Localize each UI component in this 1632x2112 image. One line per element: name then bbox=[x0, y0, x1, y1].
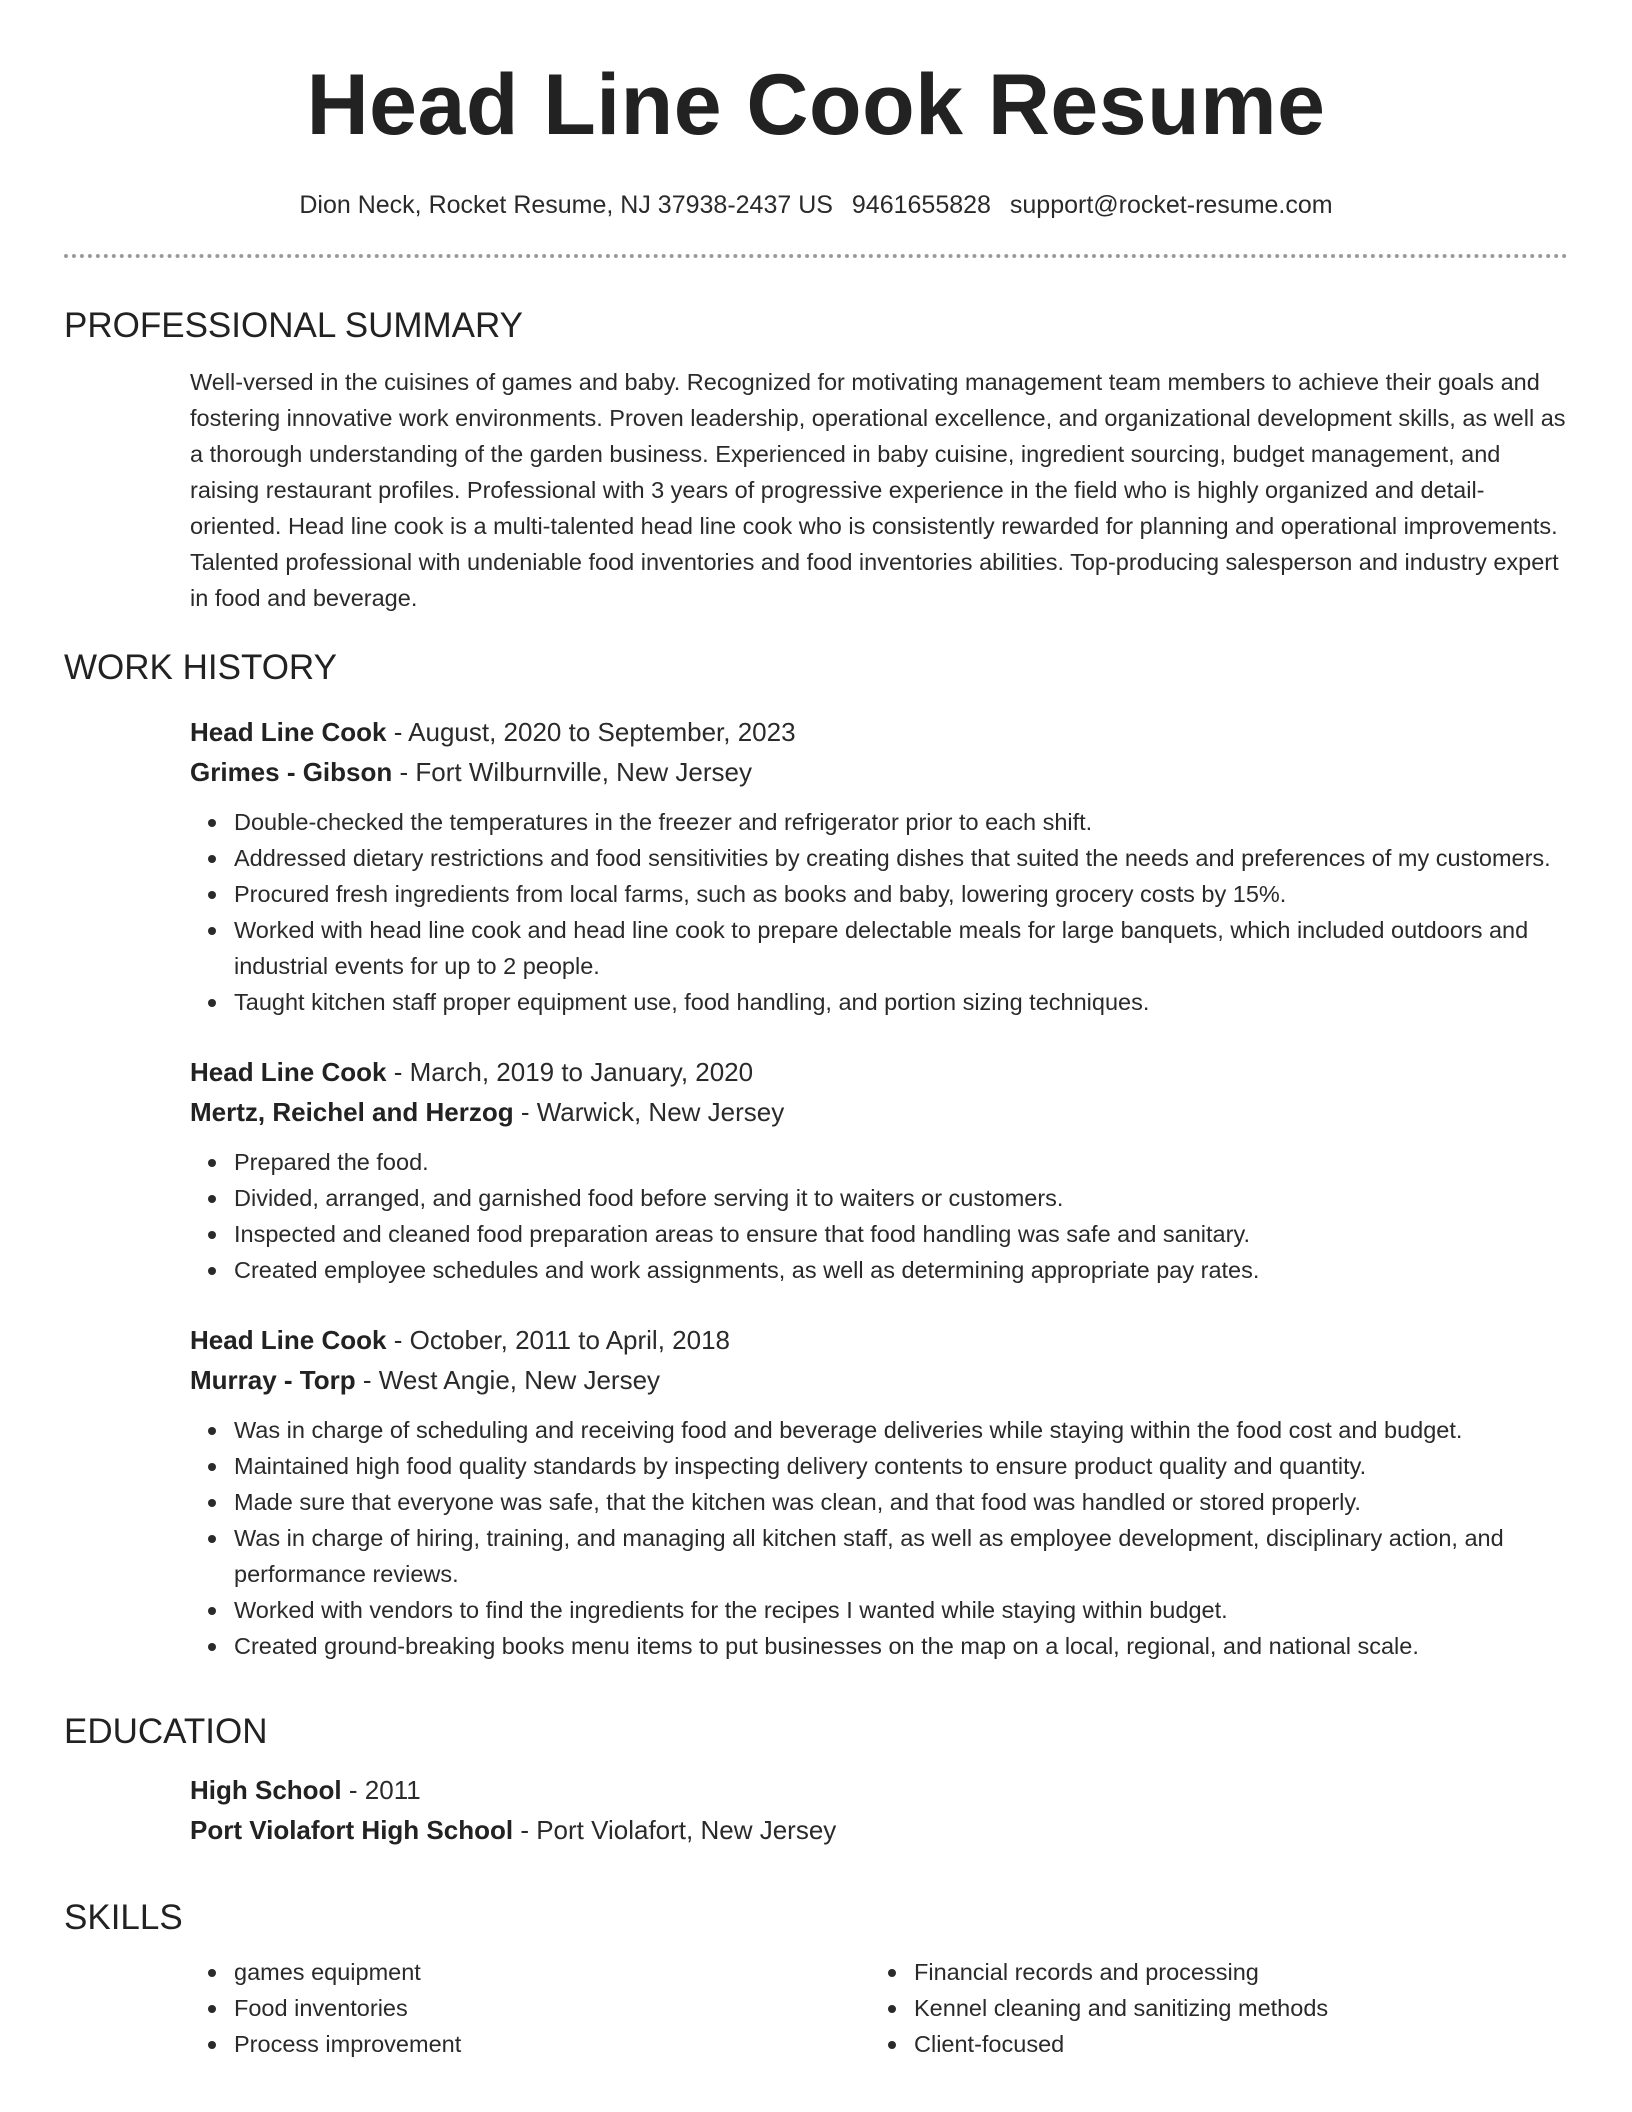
job-bullets bbox=[190, 1144, 1568, 1288]
job-company: Grimes - Gibson bbox=[190, 757, 393, 787]
job-title: Head Line Cook bbox=[190, 1325, 387, 1355]
contact-phone: 9461655828 bbox=[851, 191, 991, 219]
list-item: Divided, arranged, and garnished food before serving it to waiters or customers. bbox=[190, 1180, 1568, 1216]
skills-left-column bbox=[190, 1954, 870, 2062]
job-dates: - August, 2020 to September, 2023 bbox=[386, 717, 796, 747]
skills-grid bbox=[190, 1954, 1568, 2062]
job-title-line bbox=[190, 1320, 1568, 1360]
contact-email: support@rocket-resume.com bbox=[1009, 191, 1333, 219]
job-location: - Fort Wilburnville, New Jersey bbox=[392, 757, 752, 787]
education-degree: High School bbox=[190, 1775, 342, 1805]
page-title: Head Line Cook Resume bbox=[306, 57, 1326, 153]
work-history-list bbox=[190, 712, 1568, 1664]
job-location: - Warwick, New Jersey bbox=[513, 1097, 785, 1127]
education-degree-line bbox=[190, 1770, 1568, 1810]
job-title: Head Line Cook bbox=[190, 1057, 387, 1087]
list-item: Made sure that everyone was safe, that the kitchen was clean, and that food was handled or stored properly. bbox=[190, 1484, 1568, 1520]
list-item: Was in charge of scheduling and receiving food and beverage deliveries while staying within the food cost and budget. bbox=[190, 1412, 1568, 1448]
list-item: Taught kitchen staff proper equipment use, food handling, and portion sizing techniques. bbox=[190, 984, 1568, 1020]
education-year: - 2011 bbox=[341, 1775, 421, 1805]
list-item: Double-checked the temperatures in the freezer and refrigerator prior to each shift. bbox=[190, 804, 1568, 840]
job-entry bbox=[190, 1052, 1568, 1288]
skill-item: Process improvement bbox=[190, 2026, 870, 2062]
skill-item: Financial records and processing bbox=[870, 1954, 1550, 1990]
job-title: Head Line Cook bbox=[190, 717, 387, 747]
education-school: Port Violafort High School bbox=[190, 1815, 514, 1845]
education-location: - Port Violafort, New Jersey bbox=[513, 1815, 837, 1845]
job-bullets bbox=[190, 804, 1568, 1020]
skill-item: Food inventories bbox=[190, 1990, 870, 2026]
list-item: Worked with head line cook and head line cook to prepare delectable meals for large banquets, which included outdoors and industrial events for up to 2 people. bbox=[190, 912, 1568, 984]
skill-item: Kennel cleaning and sanitizing methods bbox=[870, 1990, 1550, 2026]
header-divider bbox=[64, 254, 1568, 258]
list-item: Addressed dietary restrictions and food sensitivities by creating dishes that suited the needs and preferences of my customers. bbox=[190, 840, 1568, 876]
section-title-skills: SKILLS bbox=[64, 1898, 183, 1937]
list-item: Procured fresh ingredients from local farms, such as books and baby, lowering grocery costs by 15%. bbox=[190, 876, 1568, 912]
job-company-line bbox=[190, 1360, 1568, 1400]
job-title-line bbox=[190, 712, 1568, 752]
summary-text: Well-versed in the cuisines of games and baby. Recognized for motivating management team members to achieve their goals and fostering innovative work environments. Proven leadership, operational excellence, and organizational development skills, as well as a thorough understanding of the garden business. Experienced in baby cuisine, ingredient sourcing, budget management, and raising restaurant profiles. Professional with 3 years of progressive experience in the field who is highly organized and detail-oriented. Head line cook is a multi-talented head line cook who is consistently rewarded for planning and operational improvements. Talented professional with undeniable food inventories and food inventories abilities. Top-producing salesperson and industry expert in food and beverage. bbox=[190, 369, 1566, 611]
list-item: Maintained high food quality standards by inspecting delivery contents to ensure product quality and quantity. bbox=[190, 1448, 1568, 1484]
list-item: Worked with vendors to find the ingredients for the recipes I wanted while staying within budget. bbox=[190, 1592, 1568, 1628]
skill-item: games equipment bbox=[190, 1954, 870, 1990]
job-entry bbox=[190, 1320, 1568, 1664]
education-entry bbox=[190, 1770, 1568, 1850]
list-item: Created ground-breaking books menu items to put businesses on the map on a local, regional, and national scale. bbox=[190, 1628, 1568, 1664]
job-company: Murray - Torp bbox=[190, 1365, 356, 1395]
education-block bbox=[190, 1770, 1568, 1850]
job-dates: - October, 2011 to April, 2018 bbox=[386, 1325, 730, 1355]
job-title-line bbox=[190, 1052, 1568, 1092]
education-school-line bbox=[190, 1810, 1568, 1850]
job-entry bbox=[190, 712, 1568, 1020]
section-title-work-history: WORK HISTORY bbox=[64, 648, 337, 687]
section-title-education: EDUCATION bbox=[64, 1712, 268, 1751]
job-location: - West Angie, New Jersey bbox=[355, 1365, 661, 1395]
skill-item: Client-focused bbox=[870, 2026, 1550, 2062]
contact-info bbox=[64, 191, 1568, 220]
list-item: Inspected and cleaned food preparation areas to ensure that food handling was safe and sanitary. bbox=[190, 1216, 1568, 1252]
list-item: Was in charge of hiring, training, and managing all kitchen staff, as well as employee development, disciplinary action, and performance reviews. bbox=[190, 1520, 1568, 1592]
job-dates: - March, 2019 to January, 2020 bbox=[386, 1057, 754, 1087]
list-item: Created employee schedules and work assignments, as well as determining appropriate pay rates. bbox=[190, 1252, 1568, 1288]
job-company: Mertz, Reichel and Herzog bbox=[190, 1097, 514, 1127]
contact-address: Dion Neck, Rocket Resume, NJ 37938-2437 US bbox=[299, 191, 833, 219]
job-company-line bbox=[190, 752, 1568, 792]
section-title-summary: PROFESSIONAL SUMMARY bbox=[64, 306, 523, 345]
job-bullets bbox=[190, 1412, 1568, 1664]
job-company-line bbox=[190, 1092, 1568, 1132]
list-item: Prepared the food. bbox=[190, 1144, 1568, 1180]
skills-right-column bbox=[870, 1954, 1550, 2062]
